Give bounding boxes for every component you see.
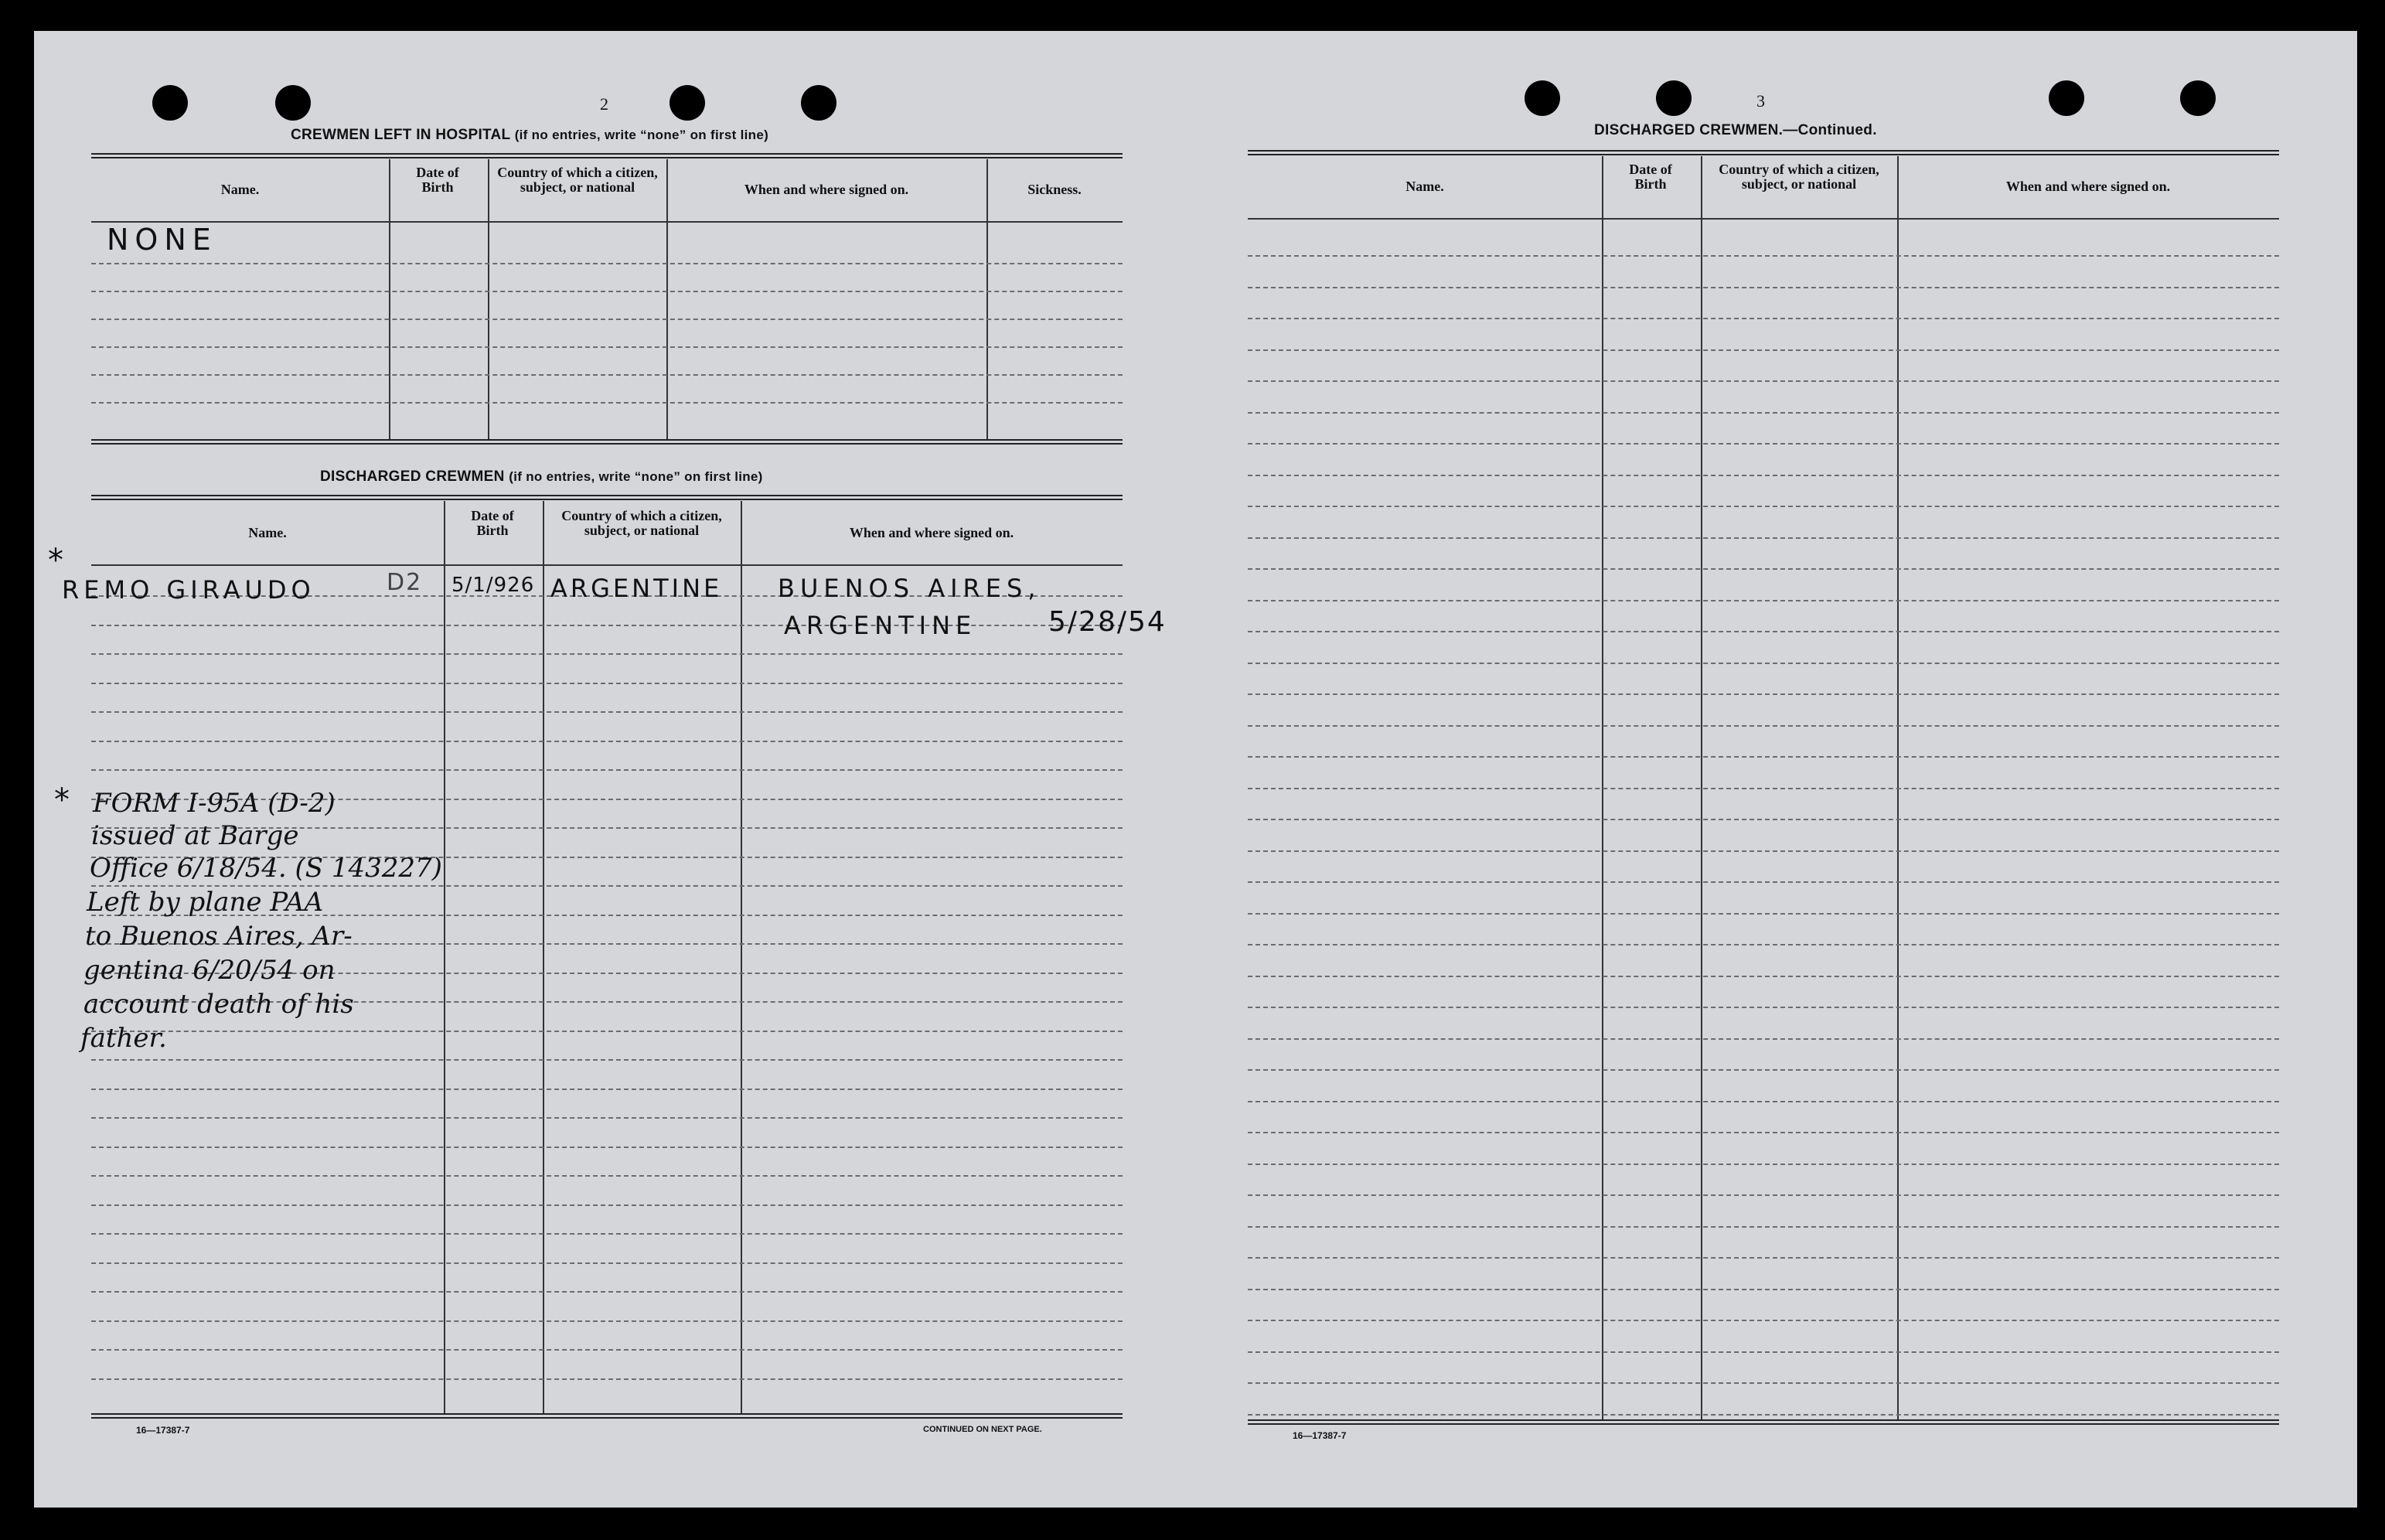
hospital-table-bottom-rule [91, 439, 1123, 445]
note-marker: * [54, 782, 74, 818]
punch-hole [670, 85, 705, 121]
entry-line [91, 1059, 1123, 1061]
right-header-name: Name. [1405, 179, 1444, 194]
entry-line [1248, 631, 2279, 632]
entry-line [91, 1262, 1123, 1264]
entry-line [1248, 1351, 2279, 1353]
note-line: to Buenos Aires, Ar- [85, 921, 353, 952]
col-divider [986, 159, 988, 441]
entry-line [1248, 976, 2279, 977]
left-form-number: 16—17387-7 [136, 1425, 190, 1436]
entry-line [91, 1233, 1123, 1235]
entry-line [1248, 1289, 2279, 1290]
hospital-header-signed-on: When and where signed on. [744, 182, 909, 197]
hospital-entry-none: NONE [107, 223, 217, 257]
note-line: Left by plane PAA [87, 887, 324, 918]
col-divider [543, 501, 544, 1415]
hospital-header-rule [91, 221, 1123, 223]
punch-hole [152, 85, 188, 121]
discharged-header-rule [91, 564, 1123, 566]
entry-line [91, 374, 1123, 376]
right-form-number: 16—17387-7 [1293, 1430, 1347, 1441]
entry-line [1248, 380, 2279, 382]
entry-line [1248, 881, 2279, 883]
entry-line [1248, 287, 2279, 288]
col-divider [488, 159, 489, 441]
crew-name: REMO GIRAUDO [62, 575, 315, 605]
hospital-header-country: Country of which a citizen, subject, or national [497, 165, 658, 195]
entry-line [91, 319, 1123, 320]
entry-line [1248, 1414, 2279, 1416]
entry-line [91, 1378, 1123, 1380]
entry-line [1248, 1164, 2279, 1165]
discharged-header-country: Country of which a citizen, subject, or national [561, 508, 722, 538]
note-line: FORM I-95A (D-2) [93, 788, 336, 819]
discharged-section-title: DISCHARGED CREWMEN (if no entries, write “none” on first line) [320, 468, 763, 485]
entry-line [91, 1117, 1123, 1119]
entry-line [91, 1349, 1123, 1351]
note-line: issued at Barge [91, 820, 299, 851]
entry-line [1248, 788, 2279, 789]
entry-line [1248, 693, 2279, 695]
entry-line [91, 402, 1123, 404]
note-line: account death of his [83, 989, 354, 1020]
entry-line [1248, 412, 2279, 414]
entry-line [91, 346, 1123, 348]
crew-signed-on-date: 5/28/54 [1048, 606, 1167, 638]
right-table-top-rule [1248, 150, 2279, 155]
right-header-rule [1248, 218, 2279, 220]
entry-line [91, 769, 1123, 771]
entry-line [1248, 349, 2279, 351]
entry-line [1248, 255, 2279, 257]
entry-line [91, 1089, 1123, 1090]
right-header-dob: Date of Birth [1629, 162, 1672, 192]
discharged-header-dob: Date of Birth [471, 508, 514, 538]
entry-line [91, 263, 1123, 264]
entry-line [1248, 1007, 2279, 1008]
right-page-number: 3 [1756, 91, 1765, 111]
entry-line [1248, 600, 2279, 601]
punch-hole [1656, 80, 1692, 116]
hospital-section-title: CREWMEN LEFT IN HOSPITAL (if no entries, write “none” on first line) [291, 127, 769, 143]
entry-line [1248, 1257, 2279, 1259]
discharged-header-name: Name. [248, 525, 287, 540]
right-page-title: DISCHARGED CREWMEN.—Continued. [1594, 122, 1877, 138]
entry-line [1248, 537, 2279, 539]
entry-line [1248, 944, 2279, 945]
entry-line [1248, 506, 2279, 507]
punch-hole [801, 85, 836, 121]
punch-hole [2180, 80, 2216, 116]
entry-line [1248, 1069, 2279, 1071]
entry-line [91, 1031, 1123, 1032]
right-table-bottom-rule [1248, 1419, 2279, 1425]
punch-hole [275, 85, 311, 121]
entry-line [1248, 663, 2279, 664]
entry-line [91, 1320, 1123, 1322]
entry-line [1248, 318, 2279, 319]
entry-line [91, 711, 1123, 713]
note-line: Office 6/18/54. (S 143227) [90, 853, 442, 884]
entry-marker: * [48, 543, 68, 578]
entry-line [1248, 850, 2279, 852]
entry-line [91, 1146, 1123, 1148]
entry-line [91, 741, 1123, 742]
discharged-table-bottom-rule [91, 1413, 1123, 1419]
entry-line [1248, 756, 2279, 758]
crew-dob: 5/1/926 [451, 574, 535, 597]
entry-line [1248, 1226, 2279, 1228]
entry-line [91, 1175, 1123, 1177]
entry-line [91, 683, 1123, 684]
entry-line [91, 1204, 1123, 1206]
punch-hole [1525, 80, 1560, 116]
entry-line [1248, 1194, 2279, 1196]
entry-line [1248, 1132, 2279, 1133]
hospital-header-dob: Date of Birth [416, 165, 459, 195]
note-line: gentina 6/20/54 on [83, 955, 336, 986]
col-divider [389, 159, 390, 441]
hospital-table-top-rule [91, 153, 1123, 158]
punch-hole [2049, 80, 2084, 116]
right-header-country: Country of which a citizen, subject, or national [1719, 162, 1879, 192]
col-divider [741, 501, 742, 1415]
discharged-table-top-rule [91, 495, 1123, 500]
hospital-header-name: Name. [220, 182, 260, 197]
hospital-header-sickness: Sickness. [1027, 182, 1082, 197]
entry-line [1248, 913, 2279, 915]
entry-line [91, 653, 1123, 655]
discharged-header-signed-on: When and where signed on. [849, 525, 1014, 540]
entry-line [1248, 819, 2279, 820]
note-line: father. [80, 1023, 167, 1054]
continued-note: CONTINUED ON NEXT PAGE. [923, 1425, 1042, 1434]
col-divider [444, 501, 445, 1415]
entry-line [1248, 1382, 2279, 1384]
crew-signed-on-line2: ARGENTINE [784, 611, 977, 640]
crew-country: ARGENTINE [550, 574, 723, 603]
entry-line [1248, 1038, 2279, 1040]
entry-line [1248, 443, 2279, 445]
crew-annotation: D2 [387, 569, 423, 596]
left-page-number: 2 [600, 94, 608, 114]
entry-line [1248, 1320, 2279, 1321]
right-header-signed-on: When and where signed on. [2005, 179, 2171, 194]
col-divider [666, 159, 668, 441]
entry-line [1248, 725, 2279, 727]
entry-line [1248, 568, 2279, 570]
entry-line [1248, 1101, 2279, 1102]
entry-line [91, 1291, 1123, 1293]
entry-line [91, 291, 1123, 292]
entry-line [1248, 475, 2279, 476]
crew-signed-on-line1: BUENOS AIRES, [778, 574, 1041, 603]
